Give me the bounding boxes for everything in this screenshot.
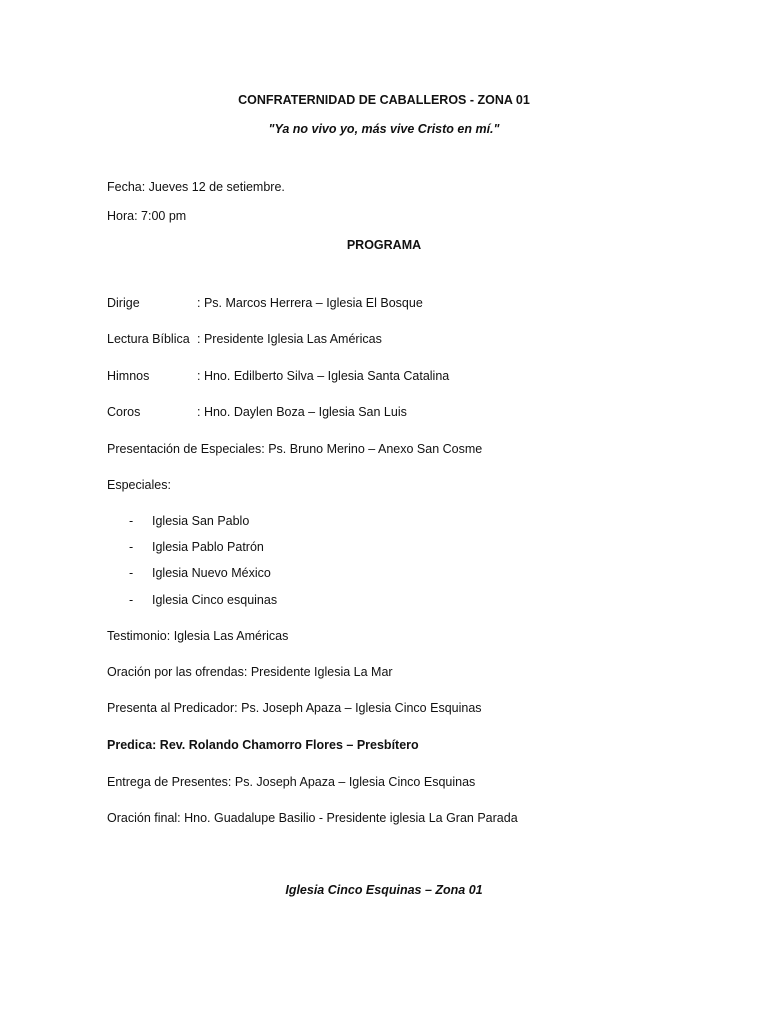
list-dash: -	[129, 514, 134, 528]
footer-church: Iglesia Cinco Esquinas – Zona 01	[285, 883, 483, 897]
preacher-line: Predica: Rev. Rolando Chamorro Flores – Presbítero	[107, 738, 419, 752]
list-dash: -	[129, 566, 134, 580]
program-row-value: : Hno. Daylen Boza – Iglesia San Luis	[197, 405, 407, 419]
program-row-label: Lectura Bíblica	[107, 332, 190, 346]
list-dash: -	[129, 593, 134, 607]
program-heading: PROGRAMA	[346, 238, 422, 252]
list-dash: -	[129, 540, 134, 554]
specials-list-item: Iglesia Cinco esquinas	[152, 593, 278, 607]
program-row-label: Dirige	[107, 296, 140, 310]
specials-label: Especiales:	[107, 478, 171, 492]
time-line: Hora: 7:00 pm	[107, 209, 187, 223]
gifts-delivery-line: Entrega de Presentes: Ps. Joseph Apaza – Iglesia Cinco Esquinas	[107, 775, 476, 789]
specials-presentation-line: Presentación de Especiales: Ps. Bruno Merino – Anexo San Cosme	[107, 442, 483, 456]
date-line: Fecha: Jueves 12 de setiembre.	[107, 180, 285, 194]
specials-list-item: Iglesia Pablo Patrón	[152, 540, 264, 554]
preacher-presentation-line: Presenta al Predicador: Ps. Joseph Apaza – Iglesia Cinco Esquinas	[107, 701, 482, 715]
program-row-label: Himnos	[107, 369, 150, 383]
program-row-label: Coros	[107, 405, 141, 419]
document-title: CONFRATERNIDAD DE CABALLEROS - ZONA 01	[238, 93, 530, 107]
program-row-value: : Presidente Iglesia Las Américas	[197, 332, 382, 346]
testimony-line: Testimonio: Iglesia Las Américas	[107, 629, 289, 643]
offering-prayer-line: Oración por las ofrendas: Presidente Iglesia La Mar	[107, 665, 393, 679]
final-prayer-line: Oración final: Hno. Guadalupe Basilio - Presidente iglesia La Gran Parada	[107, 811, 518, 825]
motto: "Ya no vivo yo, más vive Cristo en mí."	[268, 122, 500, 136]
program-row-value: : Hno. Edilberto Silva – Iglesia Santa Catalina	[197, 369, 450, 383]
program-row-value: : Ps. Marcos Herrera – Iglesia El Bosque	[197, 296, 423, 310]
specials-list-item: Iglesia Nuevo México	[152, 566, 271, 580]
specials-list-item: Iglesia San Pablo	[152, 514, 250, 528]
